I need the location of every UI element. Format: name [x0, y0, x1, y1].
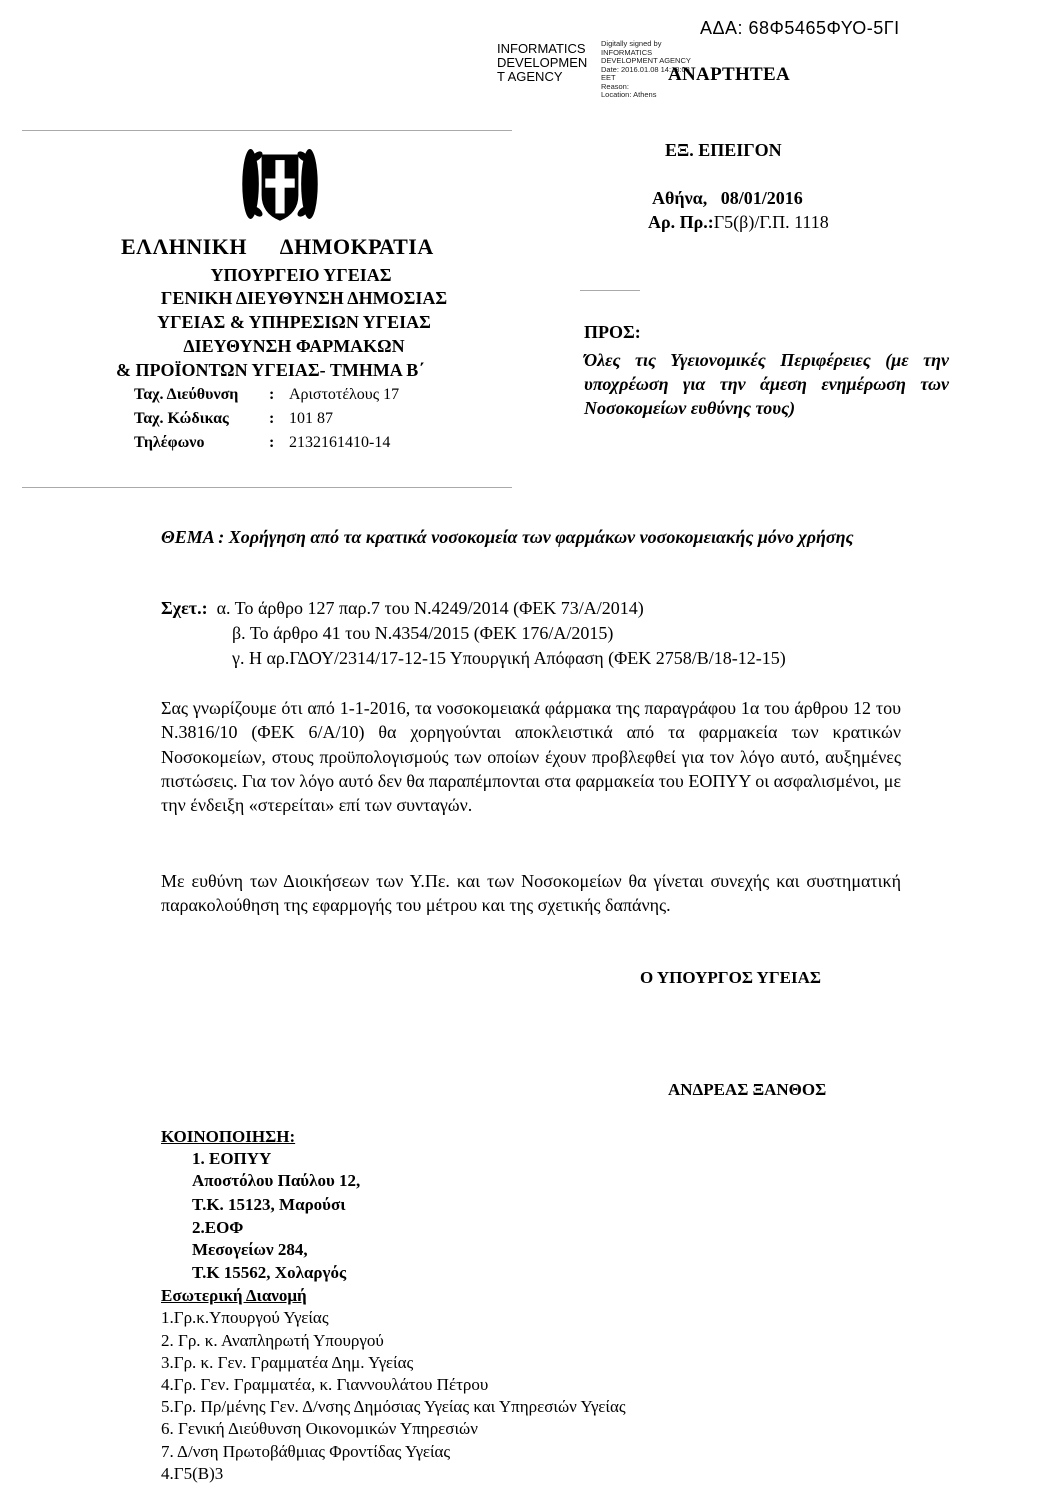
cc-line: 1. ΕΟΠΥΥ: [192, 1149, 272, 1168]
directorate-general-line: ΓΕΝΙΚΗ ΔΙΕΥΘΥΝΣΗ ΔΗΜΟΣΙΑΣ: [160, 288, 448, 308]
internal-distribution-item: 5.Γρ. Πρ/μένης Γεν. Δ/νσης Δημόσιας Υγείας και Υπηρεσιών Υγείας: [161, 1397, 626, 1416]
contact-label: Τηλέφωνο: [134, 434, 205, 451]
urgency-label: ΕΞ. ΕΠΕΙΓΟΝ: [665, 140, 782, 160]
place-date: [652, 188, 803, 209]
internal-distribution-heading: Εσωτερική Διανομή: [161, 1286, 307, 1305]
references-label: Σχετ.:: [161, 598, 208, 618]
ministry-name: ΥΠΟΥΡΓΕΙΟ ΥΓΕΙΑΣ: [210, 265, 392, 285]
right-short-rule: [580, 290, 640, 291]
contact-value: 101 87: [289, 410, 333, 427]
cc-line: Αποστόλου Παύλου 12,: [192, 1171, 361, 1190]
directorate-general-line: ΥΓΕΙΑΣ & ΥΠΗΡΕΣΙΩΝ ΥΓΕΙΑΣ: [157, 312, 431, 332]
internal-distribution-item: 4.Γρ. Γεν. Γραμματέα, κ. Γιαννουλάτου Πέτρου: [161, 1375, 489, 1394]
protocol-number: [648, 212, 829, 233]
department-line: & ΠΡΟΪΟΝΤΩΝ ΥΓΕΙΑΣ- ΤΜΗΜΑ Β΄: [116, 360, 425, 380]
contact-value: 2132161410-14: [289, 434, 391, 451]
reference-item: γ. Η αρ.ΓΔΟΥ/2314/17-12-15 Υπουργική Απόφαση (ΦΕΚ 2758/Β/18-12-15): [232, 648, 786, 668]
signature-detail: INFORMATICS: [601, 47, 653, 57]
cc-line: 2.ΕΟΦ: [192, 1218, 244, 1237]
signatory-role: Ο ΥΠΟΥΡΓΟΣ ΥΓΕΙΑΣ: [640, 968, 821, 987]
cc-line: Τ.Κ 15562, Χολαργός: [192, 1263, 347, 1282]
signature-detail: Digitally signed by: [601, 39, 662, 48]
recipients-heading: ΠΡΟΣ:: [584, 322, 641, 342]
signature-agency: [497, 42, 587, 84]
contact-value: Αριστοτέλους 17: [289, 386, 400, 403]
signature-detail: Location: Athens: [601, 90, 657, 99]
contact-label: Ταχ. Διεύθυνση: [134, 386, 239, 403]
internal-distribution-item: 6. Γενική Διεύθυνση Οικονομικών Υπηρεσιών: [161, 1419, 478, 1438]
subject-text: Χορήγηση από τα κρατικά νοσοκομεία των φαρμάκων νοσοκομειακής μόνο χρήσης: [228, 527, 854, 547]
body-paragraph: Σας γνωρίζουμε ότι από 1-1-2016, τα νοσοκομειακά φάρμακα της παραγράφου 1α του άρθρου 12 του Ν.3816/10 (ΦΕΚ 6/Α/10) θα χορηγούνται αποκλειστικά από τα φαρμακεία των κρατικών Νοσοκομείων, στους προϋπολογισμούς των οποίων έχουν προβλεφθεί για τον λόγο αυτό, αυξημένες πιστώσεις. Για τον λόγο αυτό δεν θα παραπέμπονται στα φαρμακεία του ΕΟΠΥΥ οι ασφαλισμένοι, με την ένδειξη «στερείται» επί των συνταγών.: [161, 698, 901, 816]
recipients-block: [584, 322, 949, 420]
contact-label: Ταχ. Κώδικας: [134, 410, 229, 427]
internal-distribution-item: 7. Δ/νση Πρωτοβάθμιας Φροντίδας Υγείας: [161, 1442, 451, 1461]
publication-flag: ΑΝΑΡΤΗΤΕΑ: [668, 64, 790, 85]
internal-distribution-item: 3.Γρ. κ. Γεν. Γραμματέα Δημ. Υγείας: [161, 1353, 414, 1372]
cc-heading: ΚΟΙΝΟΠΟΙΗΣΗ:: [161, 1127, 296, 1146]
internal-distribution-item: 1.Γρ.κ.Υπουργού Υγείας: [161, 1308, 329, 1327]
body-paragraph: Με ευθύνη των Διοικήσεων των Υ.Πε. και των Νοσοκομείων θα γίνεται συνεχής και συστηματική παρακολούθηση της εφαρμογής του μέτρου και της σχετικής δαπάνης.: [161, 871, 901, 916]
contact-row: Ταχ. Διεύθυνση : Αριστοτέλους 17: [134, 386, 400, 403]
reference-row: [161, 598, 644, 619]
signature-detail: Date: 2016.01.08 14:18:08: [601, 64, 690, 74]
contact-row: Ταχ. Κώδικας : 101 87: [134, 410, 333, 427]
header-top-rule: [22, 130, 512, 131]
coat-of-arms-icon: [234, 138, 326, 230]
subject-label: ΘΕΜΑ :: [161, 527, 225, 547]
place: Αθήνα,: [652, 188, 708, 208]
date: 08/01/2016: [720, 188, 803, 208]
signature-agency-line: INFORMATICS: [497, 41, 586, 56]
reference-item: α. Το άρθρο 127 παρ.7 του Ν.4249/2014 (ΦΕΚ 73/Α/2014): [216, 598, 644, 618]
signature-detail: DEVELOPMENT AGENCY: [601, 56, 691, 65]
cc-line: Μεσογείων 284,: [192, 1240, 308, 1259]
cc-line: Τ.Κ. 15123, Μαρούσι: [192, 1195, 346, 1214]
signatory-name: ΑΝΔΡΕΑΣ ΞΑΝΘΟΣ: [668, 1080, 827, 1099]
republic-title: ΕΛΛΗΝΙΚΗ ΔΗΜΟΚΡΑΤΙΑ: [121, 234, 434, 259]
signature-detail: Reason:: [601, 81, 629, 91]
signature-agency-line: DEVELOPMEN: [497, 55, 588, 70]
internal-distribution-item: 2. Γρ. κ. Αναπληρωτή Υπουργού: [161, 1331, 384, 1350]
contact-row: Τηλέφωνο : 2132161410-14: [134, 434, 391, 451]
header-bottom-rule: [22, 487, 512, 488]
protocol-value: Γ5(β)/Γ.Π. 1118: [713, 212, 829, 232]
internal-distribution-item: 4.Γ5(Β)3: [161, 1464, 224, 1483]
signature-detail: EET: [601, 73, 616, 82]
recipients-body: Όλες τις Υγειονομικές Περιφέρειες (με την υποχρέωση για την άμεση ενημέρωση των Νοσοκομείων ευθύνης τους): [584, 350, 949, 418]
signature-agency-line: T AGENCY: [497, 69, 563, 84]
reference-item: β. Το άρθρο 41 του Ν.4354/2015 (ΦΕΚ 176/Α/2015): [232, 623, 614, 643]
protocol-label: Αρ. Πρ.:: [648, 212, 714, 232]
ada-code: ΑΔΑ: 68Φ5465ΦΥΟ-5ΓΙ: [700, 18, 900, 38]
directorate-line: ΔΙΕΥΘΥΝΣΗ ΦΑΡΜΑΚΩΝ: [183, 336, 405, 356]
subject: [161, 525, 901, 549]
